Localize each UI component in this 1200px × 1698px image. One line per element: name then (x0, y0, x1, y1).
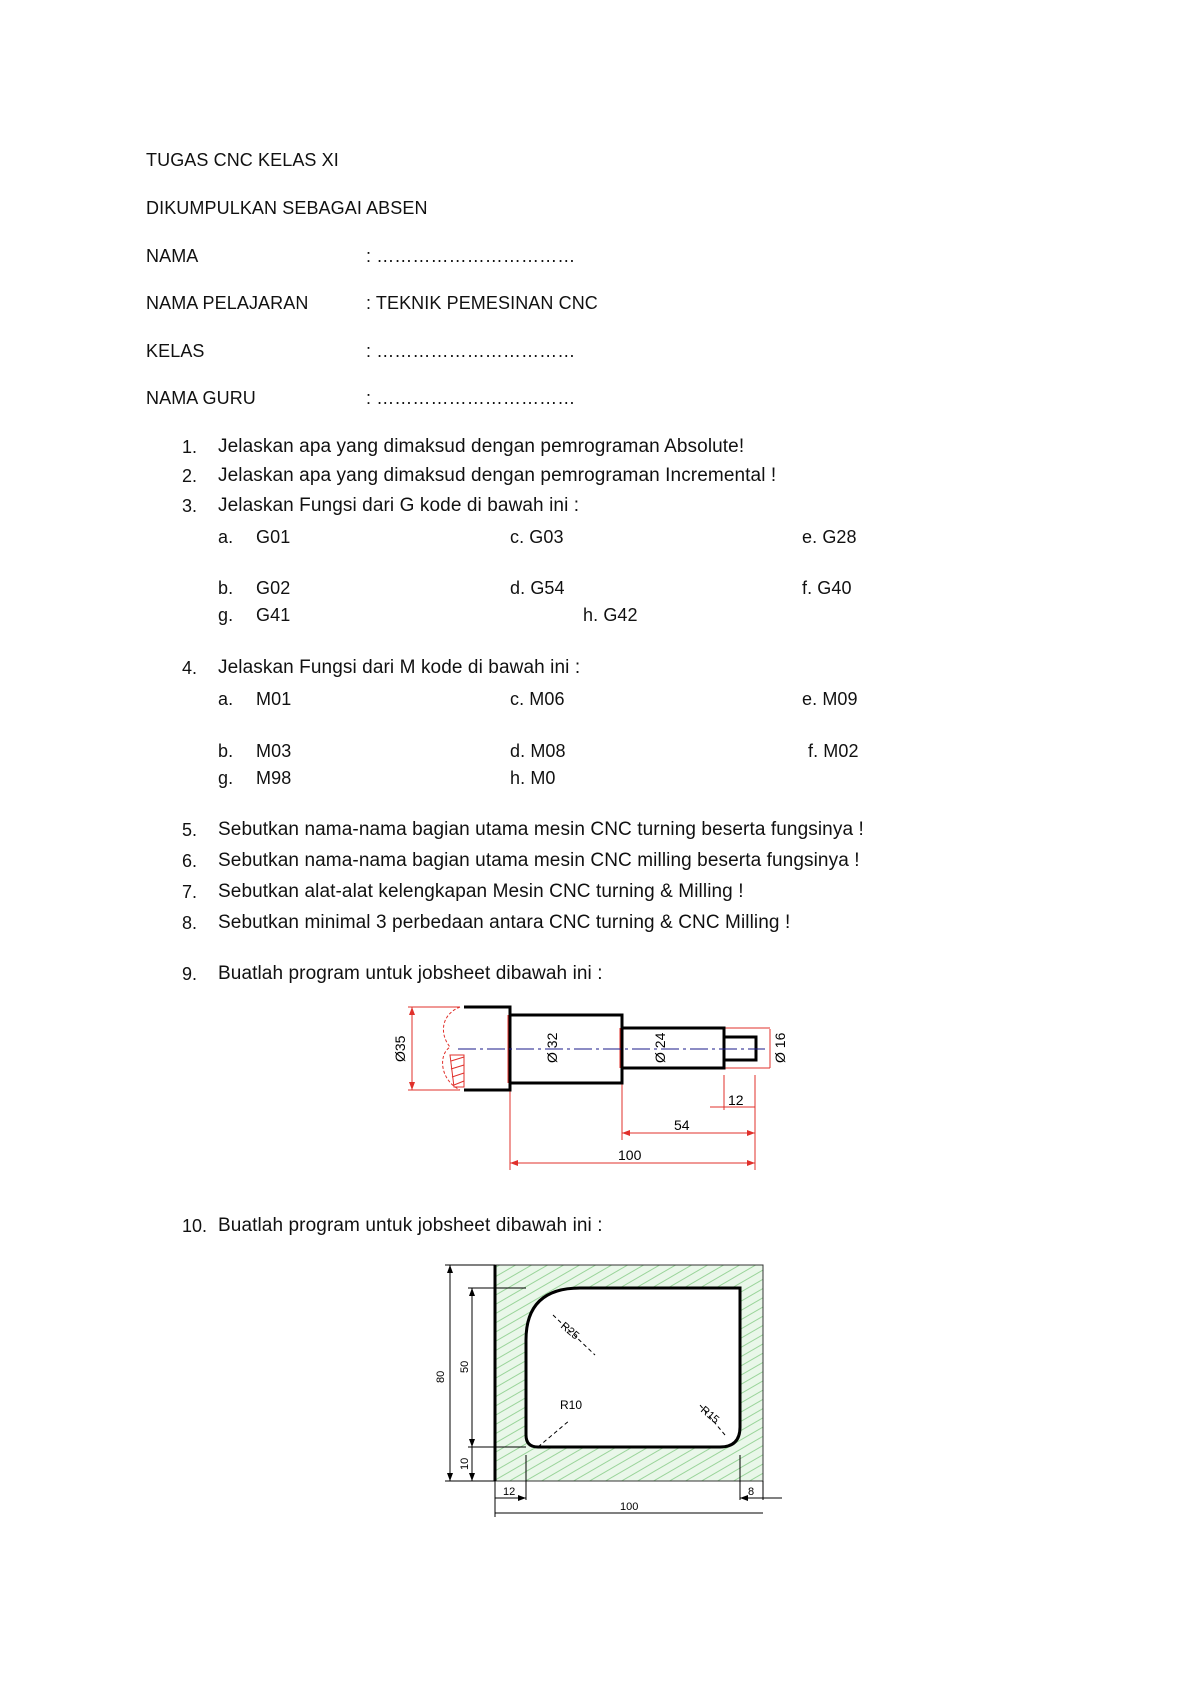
question-number: 3. (182, 496, 198, 516)
dim-d24: Ø 24 (652, 1032, 668, 1063)
question-number: 8. (182, 913, 198, 933)
list-item: d. G54 (510, 578, 565, 598)
doc-title: TUGAS CNC KELAS XI (146, 150, 339, 170)
list-item-marker: b. (218, 578, 234, 598)
question-number: 6. (182, 851, 198, 871)
question-9: Buatlah program untuk jobsheet dibawah ini : (218, 963, 603, 984)
question-number: 2. (182, 466, 198, 486)
list-item: c. G03 (510, 527, 564, 547)
question-8: Sebutkan minimal 3 perbedaan antara CNC turning & CNC Milling ! (218, 912, 791, 933)
dim-r25: R25 (558, 1320, 582, 1343)
dim-100: 100 (620, 1501, 639, 1513)
dim-d16: Ø 16 (772, 1032, 788, 1063)
question-number: 7. (182, 882, 198, 902)
list-item: h. M0 (510, 768, 556, 788)
dim-r10: R10 (560, 1398, 583, 1412)
field-label-pelajaran: NAMA PELAJARAN (146, 293, 309, 313)
list-item: d. M08 (510, 741, 566, 761)
question-1: Jelaskan apa yang dimaksud dengan pemrograman Absolute! (218, 436, 745, 457)
question-number: 5. (182, 820, 198, 840)
question-number: 10. (182, 1216, 208, 1236)
question-7: Sebutkan alat-alat kelengkapan Mesin CNC turning & Milling ! (218, 881, 744, 902)
list-item: M01 (256, 689, 292, 709)
field-label-nama: NAMA (146, 246, 199, 266)
field-value-guru: : …………………………… (366, 388, 576, 408)
question-number: 1. (182, 437, 198, 457)
pocket-drawing (420, 1255, 790, 1535)
list-item: f. M02 (808, 741, 859, 761)
doc-subtitle: DIKUMPULKAN SEBAGAI ABSEN (146, 198, 428, 218)
list-item: G41 (256, 605, 291, 625)
list-item-marker: a. (218, 527, 234, 547)
dim-10: 10 (459, 1457, 471, 1470)
dim-12: 12 (728, 1092, 744, 1108)
list-item: G02 (256, 578, 291, 598)
list-item-marker: g. (218, 768, 234, 788)
list-item: M98 (256, 768, 292, 788)
dim-80: 80 (435, 1370, 447, 1383)
dim-100: 100 (618, 1147, 642, 1163)
list-item: h. G42 (583, 605, 638, 625)
question-number: 9. (182, 964, 198, 984)
dim-d35: Ø35 (392, 1035, 408, 1062)
dim-d32: Ø 32 (544, 1032, 560, 1063)
list-item-marker: b. (218, 741, 234, 761)
list-item: e. M09 (802, 689, 858, 709)
question-10: Buatlah program untuk jobsheet dibawah ini : (218, 1215, 603, 1236)
list-item: M03 (256, 741, 292, 761)
question-4: Jelaskan Fungsi dari M kode di bawah ini : (218, 657, 581, 678)
field-label-guru: NAMA GURU (146, 388, 256, 408)
dim-54: 54 (674, 1117, 690, 1133)
field-value-nama: : …………………………… (366, 246, 576, 266)
dim-50: 50 (459, 1360, 471, 1373)
field-value-pelajaran: : TEKNIK PEMESINAN CNC (366, 293, 598, 313)
field-label-kelas: KELAS (146, 341, 205, 361)
question-5: Sebutkan nama-nama bagian utama mesin CNC turning beserta fungsinya ! (218, 819, 864, 840)
question-6: Sebutkan nama-nama bagian utama mesin CNC milling beserta fungsinya ! (218, 850, 860, 871)
list-item: G01 (256, 527, 291, 547)
shaft-drawing (380, 995, 820, 1175)
list-item-marker: g. (218, 605, 234, 625)
list-item: c. M06 (510, 689, 565, 709)
dim-r15: R15 (698, 1404, 722, 1427)
dim-12: 12 (503, 1486, 516, 1498)
list-item: e. G28 (802, 527, 857, 547)
question-2: Jelaskan apa yang dimaksud dengan pemrograman Incremental ! (218, 465, 777, 486)
list-item: f. G40 (802, 578, 852, 598)
dim-8: 8 (748, 1486, 755, 1498)
field-value-kelas: : …………………………… (366, 341, 576, 361)
question-number: 4. (182, 658, 198, 678)
list-item-marker: a. (218, 689, 234, 709)
question-3: Jelaskan Fungsi dari G kode di bawah ini : (218, 495, 580, 516)
